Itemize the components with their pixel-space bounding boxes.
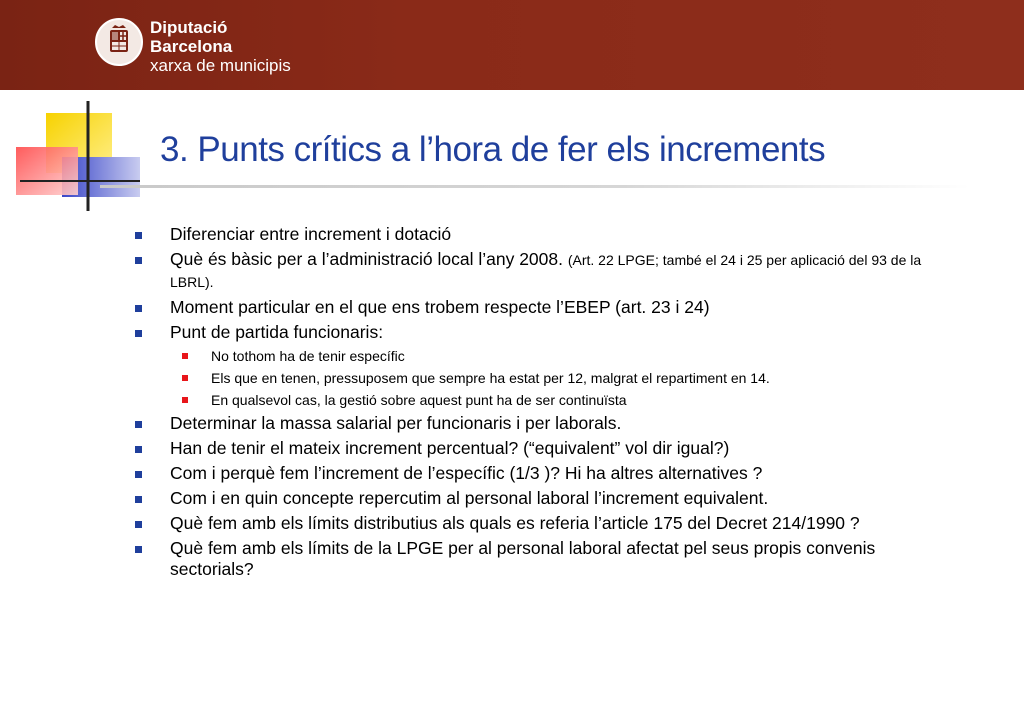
bullet-text: Què fem amb els límits distributius als quals es referia l’article 175 del Decret 214/1990 ? bbox=[170, 513, 860, 533]
bullet-item bbox=[132, 322, 922, 343]
header-bar bbox=[0, 0, 1024, 90]
sub-bullet-text: No tothom ha de tenir específic bbox=[211, 348, 405, 364]
bullet-text: Què fem amb els límits de la LPGE per al personal laboral afectat pel seus propis convenis sectorials? bbox=[170, 538, 876, 579]
brand-line-3: xarxa de municipis bbox=[150, 56, 291, 75]
bullet-item bbox=[132, 249, 922, 293]
brand-line-2: Barcelona bbox=[150, 37, 233, 56]
decorative-squares-graphic bbox=[0, 95, 140, 215]
sub-bullet-text: En qualsevol cas, la gestió sobre aquest punt ha de ser continuïsta bbox=[211, 392, 627, 408]
slide-title: 3. Punts crítics a l’hora de fer els increments bbox=[160, 130, 826, 169]
bullet-item bbox=[132, 438, 922, 459]
brand-logo-text bbox=[150, 18, 291, 75]
brand-line-1: Diputació bbox=[150, 18, 228, 37]
sub-bullet-item bbox=[132, 369, 922, 387]
bullet-text: Moment particular en el que ens trobem respecte l’EBEP (art. 23 i 24) bbox=[170, 297, 710, 317]
bullet-text: Com i perquè fem l’increment de l’específic (1/3 )? Hi ha altres alternatives ? bbox=[170, 463, 763, 483]
bullet-item bbox=[132, 538, 922, 580]
bullet-item bbox=[132, 463, 922, 484]
bullet-text: Com i en quin concepte repercutim al personal laboral l’increment equivalent. bbox=[170, 488, 769, 508]
bullet-item bbox=[132, 224, 922, 245]
bullet-text: Han de tenir el mateix increment percentual? (“equivalent” vol dir igual?) bbox=[170, 438, 730, 458]
bullet-reference-note: (Art. 22 LPGE; també el 24 i 25 per aplicació del 93 de la LBRL). bbox=[170, 252, 922, 290]
title-divider bbox=[100, 185, 970, 188]
bullet-item bbox=[132, 413, 922, 434]
bullet-text: Punt de partida funcionaris: bbox=[170, 322, 384, 342]
bullet-item bbox=[132, 297, 922, 318]
bullet-text: Determinar la massa salarial per funcionaris i per laborals. bbox=[170, 413, 622, 433]
sub-bullet-text: Els que en tenen, pressuposem que sempre ha estat per 12, malgrat el repartiment en 14. bbox=[211, 370, 770, 386]
bullet-list bbox=[132, 224, 922, 584]
bullet-item bbox=[132, 513, 922, 534]
sub-bullet-item bbox=[132, 391, 922, 409]
bullet-item bbox=[132, 488, 922, 509]
bullet-text: Què és bàsic per a l’administració local l’any 2008. bbox=[170, 249, 568, 269]
diputacio-seal-icon bbox=[95, 18, 143, 66]
bullet-text: Diferenciar entre increment i dotació bbox=[170, 224, 452, 244]
sub-bullet-item bbox=[132, 347, 922, 365]
